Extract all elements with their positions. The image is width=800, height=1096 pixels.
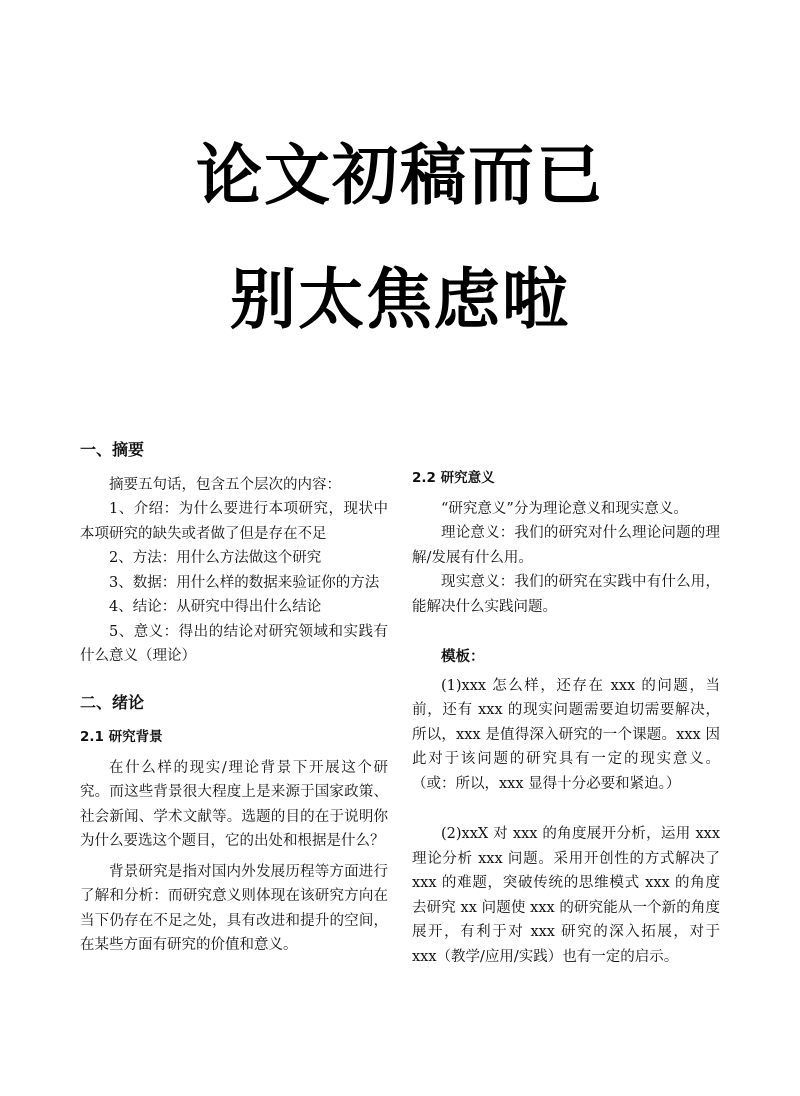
abstract-item: 4、结论：从研究中得出什么结论 <box>109 599 322 615</box>
template-heading: 模板： <box>441 648 485 665</box>
abstract-intro: 摘要五句话，包含五个层次的内容： <box>109 476 341 493</box>
background-paragraph: 背景研究是指对国内外发展历程等方面进行了解和分析：而研究意义则体现在该研究方向在当下仍存在不足之处，具有改进和提升的空间，在某些方面有研究的价值和意义。 <box>80 863 388 953</box>
title-line-1: 论文初稿而已 <box>196 137 604 214</box>
significance-heading: 2.2 研究意义 <box>412 470 495 486</box>
title-line-2: 别太焦虑啦 <box>230 261 570 338</box>
background-paragraph: 在什么样的现实/理论背景下开展这个研究。而这些背景很大程度上是来源于国家政策、社会新闻、学术文献等。选题的目的在于说明你为什么要选这个题目，它的出处和根据是什么？ <box>80 759 388 849</box>
significance-paragraph: “研究意义”分为理论意义和现实意义。 <box>441 500 688 517</box>
background-heading: 2.1 研究背景 <box>80 729 163 745</box>
abstract-item: 2、方法：用什么方法做这个研究 <box>109 550 322 566</box>
template-paragraph: (1)xxx 怎么样，还存在 xxx 的问题，当前，还有 xxx 的现实问题需要迫切需要解决，所以，xxx 是值得深入研究的一个课题。xxx 因此对于该问题的研究具有一定的现实意义。（或：所以，xxx 显得十分必要和紧迫。） <box>412 677 720 792</box>
abstract-item: 1、介绍：为什么要进行本项研究，现状中本项研究的缺失或者做了但是存在不足 <box>80 501 388 542</box>
left-column <box>80 438 388 958</box>
significance-paragraph: 现实意义：我们的研究在实践中有什么用，能解决什么实践问题。 <box>412 574 720 615</box>
template-paragraph: (2)xxX 对 xxx 的角度展开分析，运用 xxx 理论分析 xxx 问题。采用开创性的方式解决了 xxx 的难题，突破传统的思维模式 xxx 的角度去研究 xx 问题使 xxx 的研究能从一个新的角度展开，有利于对 xxx 研究的深入拓展，对于 xxx（教学/应用/实践）也有一定的启示。 <box>412 826 720 965</box>
significance-paragraph: 理论意义：我们的研究对什么理论问题的理解/发展有什么用。 <box>412 525 720 566</box>
intro-heading: 二、绪论 <box>80 692 145 712</box>
right-column <box>412 466 720 969</box>
abstract-heading: 一、摘要 <box>80 440 145 459</box>
abstract-item: 5、意义：得出的结论对研究领域和实践有什么意义（理论） <box>80 623 388 664</box>
abstract-item: 3、数据：用什么样的数据来验证你的方法 <box>109 574 380 591</box>
